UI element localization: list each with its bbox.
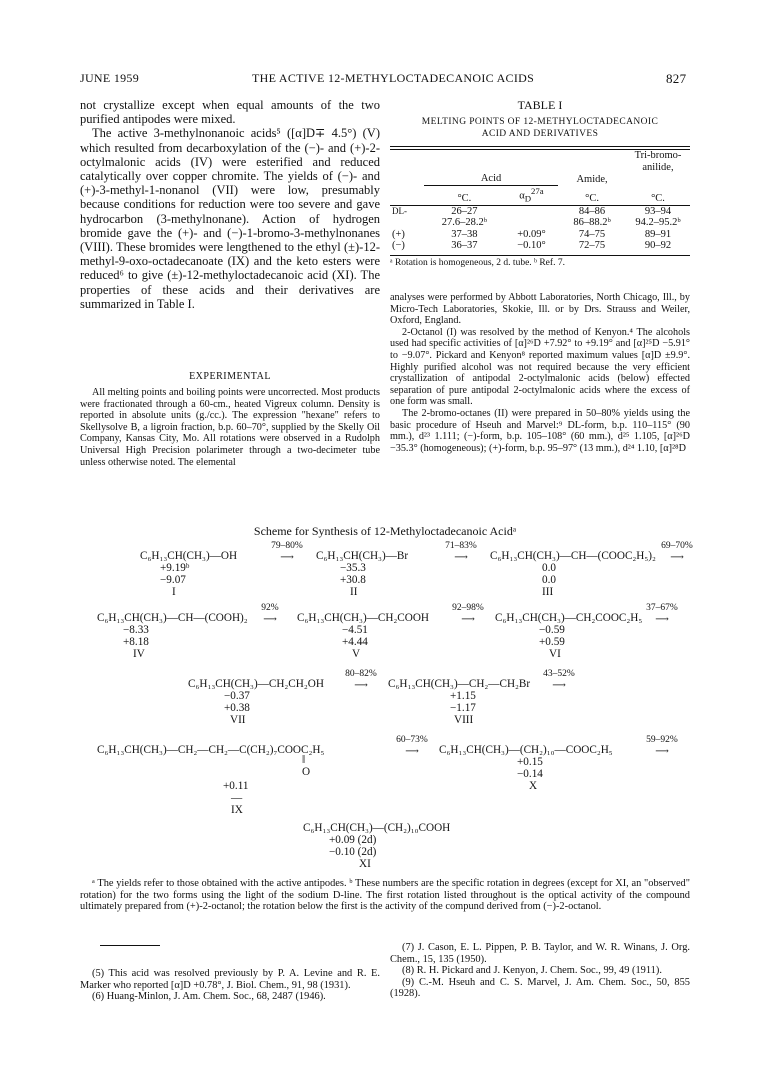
compound-VI: C₆H₁₃CH(CH₃)—CH₂COOC₂H₅	[495, 612, 643, 624]
table-row: (−) 36–37 −0.10° 72–75 90–92	[392, 240, 672, 252]
col-acid-header: Acid	[424, 173, 558, 185]
footnote-divider	[100, 945, 160, 946]
table-caption: MELTING POINTS OF 12-METHYLOCTADECANOIC ACID AND DERIVATIVES	[421, 117, 659, 139]
arrow-2: 71–83% ⟶	[445, 541, 477, 564]
right-para-1: analyses were performed by Abbott Laboratories, North Chicago, Ill., by Micro-Tech Laboratories, Skokie, Ill. or by Drs. Strauss and Weiler, Oxford, England.	[390, 292, 690, 327]
table-i	[390, 98, 690, 268]
compound-VII-values: −0.37 +0.38 VII	[224, 690, 250, 726]
arrow-3: 69–70% ⟶	[661, 541, 693, 564]
arrow-6: 37–67% ⟶	[646, 603, 678, 626]
compound-III-values: 0.0 0.0 III	[542, 562, 556, 598]
compound-VIII: C₆H₁₃CH(CH₃)—CH₂—CH₂Br	[388, 678, 531, 690]
compound-II: C₆H₁₃CH(CH₃)—Br	[316, 550, 409, 562]
footnotes-left	[80, 968, 380, 1003]
left-para-2: The active 3-methylnonanoic acids⁵ ([α]D∓ 4.5°) (V) which resulted from decarboxylation of the (−)- and (+)-2-octylmalonic acids (IV) were esterified and reduced catalytically over copper chromite. The yields of (−)- and (+)-3-methyl-1-nonanol (VII) were low, presumably because conditions for reduction were too severe and gave hydrocarbon (3-methylnonane). Action of hydrogen bromide gave the (+)- and (−)-1-bromo-3-methylnonanes (VIII). These bromides were lengthened to the ethyl (±)-12-methyl-9-oxo-octadecanoate (IX) and the keto esters were reduced⁶ to give (±)-12-methyloctadecanoic acid (XI). The properties of these acids and their derivatives are summarized in Table I.	[80, 126, 380, 311]
unit-acid-c: °C.	[457, 193, 472, 205]
footnote-5: (5) This acid was resolved previously by P. A. Levine and R. E. Marker who reported [α]D +0.78°, J. Biol. Chem., 91, 98 (1931).	[80, 968, 380, 991]
compound-IX: C₆H₁₃CH(CH₃)—CH₂—CH₂—C(CH₂)₇COOC₂H₅	[97, 744, 325, 756]
arrow-4: 92% ⟶	[261, 603, 279, 626]
arrow-10: 59–92% ⟶	[646, 735, 678, 758]
table-row: 27.6–28.2ᵇ 86–88.2ᵇ 94.2–95.2ᵇ	[441, 217, 681, 229]
arrow-9: 60–73% ⟶	[396, 735, 428, 758]
scheme-footnote: ᵃ The yields refer to those obtained with the active antipodes. ᵇ These numbers are the specific rotation in degrees (except for XI, an "observed" rotation) for the two forms using the light of the sodium D-line. The first rotation listed throughout is the optical activity of the compound ultimately prepared from (+)-2-octanol; the rotation below the first is the activity of the compund derived from (−)-2-octanol.	[80, 878, 690, 913]
table-row: DL- 26–27 84–86 93–94	[392, 205, 672, 217]
left-column	[80, 98, 380, 311]
compound-XI: C₆H₁₃CH(CH₃)—(CH₂)₁₀COOH	[303, 822, 451, 834]
right-para-2: 2-Octanol (I) was resolved by the method of Kenyon.⁴ The alcohols used had specific activities of [α]²⁶D +7.92° to +9.19° and [α]²⁵D −5.91° to −9.07°. Pickard and Kenyon⁸ reported maximum values [α]D ±9.9°. Highly purified alcohol was not required because the very efficient crystallization of antipodal 2-octylmalonic acids (below) effected separation of pure antipodal 2-octylmalonic acids where the excess of one form was small.	[390, 326, 690, 408]
compound-IV: C₆H₁₃CH(CH₃)—CH—(COOH)₂	[97, 612, 248, 624]
header-date: JUNE 1959	[80, 71, 140, 85]
keto-oxygen: ‖ O	[302, 754, 311, 778]
unit-anilide-c: °C.	[651, 193, 665, 205]
arrow-5: 92–98% ⟶	[452, 603, 484, 626]
compound-X-values: +0.15 −0.14 X	[517, 756, 543, 792]
compound-V: C₆H₁₃CH(CH₃)—CH₂COOH	[297, 612, 430, 624]
arrow-7: 80–82% ⟶	[345, 669, 377, 692]
compound-I-values: +9.19ᵇ −9.07 I	[160, 562, 190, 598]
arrow-1: 79–80% ⟶	[271, 541, 303, 564]
arrow-8: 43–52% ⟶	[543, 669, 575, 692]
table-label: TABLE I	[517, 98, 563, 112]
compound-II-values: −35.3 +30.8 II	[340, 562, 366, 598]
unit-amide-c: °C.	[585, 193, 599, 205]
compound-VI-values: −0.59 +0.59 VI	[539, 624, 565, 660]
compound-IX-values: +0.11 — IX	[223, 780, 249, 816]
experimental-text: All melting points and boiling points were uncorrected. Most products were fractionated through a 60-cm., heated Vigreux column. Density is reported in absolute units (g./cc.). The expression "hexane" refers to Skellysolve B, a ligroin fraction, b.p. 60–70°, supplied by the Skelly Oil Company, Kansas City, Mo. All rotations were observed in a Rudolph Universal High Precision polarimeter through a two-decimeter tube unless otherwise noted. The elemental	[80, 387, 380, 468]
table-row: (+) 37–38 +0.09° 74–75 89–91	[392, 228, 672, 240]
footnotes-right	[390, 942, 690, 1000]
col-tribromo-header: Tri-bromo-anilide,	[634, 150, 682, 173]
compound-I: C₆H₁₃CH(CH₃)—OH	[140, 550, 238, 562]
compound-X: C₆H₁₃CH(CH₃)—(CH₂)₁₀—COOC₂H₅	[439, 744, 613, 756]
compound-III: C₆H₁₃CH(CH₃)—CH—(COOC₂H₅)₂	[490, 550, 656, 562]
right-column	[390, 292, 690, 454]
compound-VII: C₆H₁₃CH(CH₃)—CH₂CH₂OH	[188, 678, 324, 690]
left-para-1: not crystallize except when equal amounts of the two purified antipodes were mixed.	[80, 98, 380, 127]
compound-XI-values: +0.09 (2d) −0.10 (2d) XI	[329, 834, 377, 870]
footnote-9: (9) C.-M. Hseuh and C. S. Marvel, J. Am. Chem. Soc., 50, 855 (1928).	[390, 976, 690, 1000]
compound-IV-values: −8.33 +8.18 IV	[123, 624, 149, 660]
footnote-7: (7) J. Cason, E. L. Pippen, P. B. Taylor, and W. R. Winans, J. Org. Chem., 15, 135 (1950).	[390, 942, 690, 965]
col-amide-header: Amide,	[576, 173, 608, 185]
right-para-3: The 2-bromo-octanes (II) were prepared in 50–80% yields using the basic procedure of Hseuh and Marvel:⁹ DL-form, b.p. 110–115° (90 mm.), d²³ 1.111; (−)-form, b.p. 105–108° (60 mm.), d²⁵ 1.105, [α]²⁶D −35.3° (homogeneous); (+)-form, b.p. 95–97° (13 mm.), d²⁴ 1.10, [α]²⁸D	[390, 407, 690, 454]
table-footnote: ᵃ Rotation is homogeneous, 2 d. tube. ᵇ Ref. 7.	[390, 257, 565, 268]
footnote-8: (8) R. H. Pickard and J. Kenyon, J. Chem. Soc., 99, 49 (1911).	[402, 965, 662, 977]
page-number: 827	[666, 71, 687, 86]
compound-V-values: −4.51 +4.44 V	[342, 624, 368, 660]
compound-VIII-values: +1.15 −1.17 VIII	[450, 690, 476, 726]
experimental-text-block	[80, 387, 380, 468]
melting-points-table	[390, 150, 690, 252]
experimental-heading: EXPERIMENTAL	[189, 371, 271, 382]
scheme-title: Scheme for Synthesis of 12-Methyloctadecanoic Acidᵃ	[253, 524, 517, 538]
running-title: THE ACTIVE 12-METHYLOCTADECANOIC ACIDS	[252, 71, 535, 85]
footnote-6: (6) Huang-Minlon, J. Am. Chem. Soc., 68, 2487 (1946).	[92, 991, 326, 1003]
unit-alpha: $\alpha_D^{27a}$	[519, 185, 544, 204]
